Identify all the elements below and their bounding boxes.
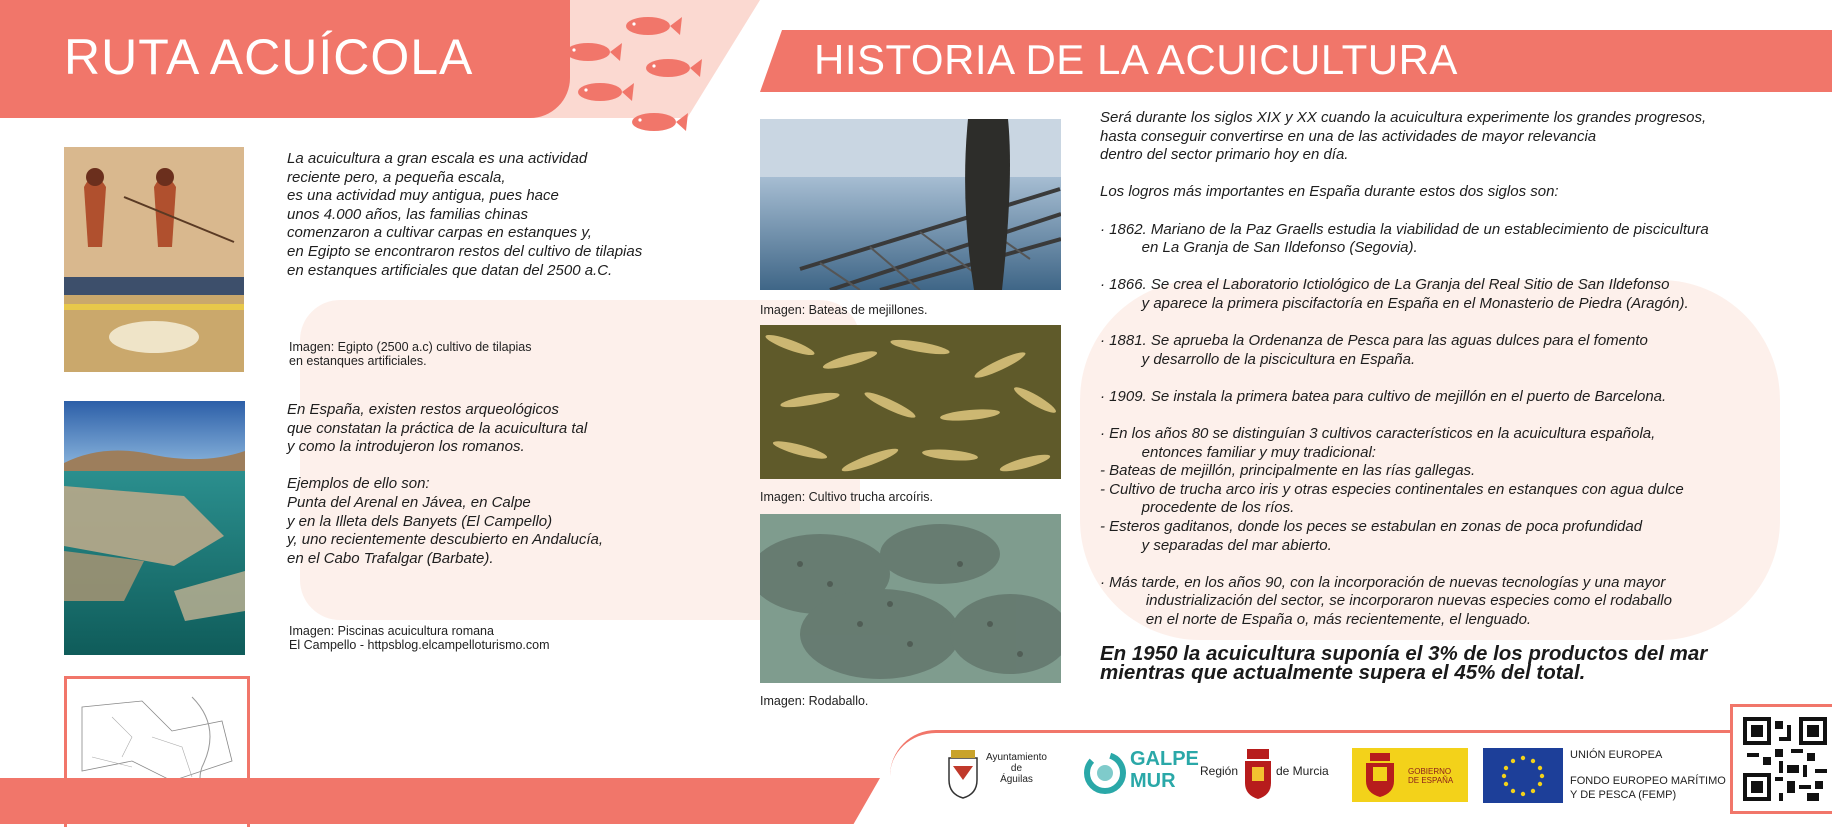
caption-roman-pools: Imagen: Piscinas acuicultura romana El Campello - httpsblog.elcampelloturismo.com	[289, 624, 550, 652]
logo-region-text-a: Región	[1200, 764, 1239, 778]
fish-icon	[626, 17, 682, 35]
murcia-crest-icon	[1243, 749, 1273, 801]
egypt-mural-image	[64, 147, 244, 372]
history-line: · 1881. Se aprueba la Ordenanza de Pesca para las aguas dulces para el fomento	[1100, 332, 1648, 350]
caption-egypt: Imagen: Egipto (2500 a.c) cultivo de tilapias en estanques artificiales.	[289, 340, 532, 368]
text-block-history-origins: La acuicultura a gran escala es una actividad reciente pero, a pequeña escala, es una actividad muy antigua, pues hace unos 4.000 años, las familias chinas comenzaron a cultivar carpas en estanques y, en Egipto se encontraron restos del cultivo de tilapias en estanques artificiales que datan del 2500 a.C.	[287, 150, 643, 279]
history-line: · Más tarde, en los años 90, con la incorporación de nuevas tecnologías y una mayor	[1100, 573, 1666, 591]
logo-eu-title: UNIÓN EUROPEA	[1570, 749, 1663, 761]
history-line: dentro del sector primario hoy en día.	[1100, 146, 1349, 164]
history-line: hasta conseguir convertirse en una de las actividades de mayor relevancia	[1100, 127, 1597, 145]
history-line: · 1866. Se crea el Laboratorio Ictiológico de La Granja del Real Sitio de San Ildefonso	[1100, 276, 1670, 294]
history-line	[1100, 369, 1740, 388]
logo-region-text-b: de Murcia	[1276, 764, 1329, 778]
history-line: Será durante los siglos XIX y XX cuando la acuicultura experimente los grandes progresos,	[1100, 109, 1707, 126]
fish-school-icon	[560, 10, 710, 136]
history-line: procedente de los ríos.	[1100, 499, 1295, 517]
history-line: Los logros más importantes en España durante estos dos siglos son:	[1100, 183, 1559, 201]
history-line	[1100, 258, 1740, 277]
galpe-swirl-icon	[1084, 750, 1126, 796]
text-block-spain-remains: En España, existen restos arqueológicos que constatan la práctica de la acuicultura tal y como la introdujeron los romanos. Ejemplos de ello son: Punta del Arenal en Jávea, en Calpe y en la Illeta dels Banyets (El Campello) y, uno recientemente descubierto en Andalucía, en el Cabo Trafalgar (Barbate).	[287, 401, 604, 567]
qr-frame	[1730, 704, 1832, 814]
history-line: · 1862. Mariano de la Paz Graells estudia la viabilidad de un establecimiento de piscicultura	[1100, 220, 1709, 238]
rainbow-trout-image	[760, 325, 1061, 479]
caption-trout: Imagen: Cultivo trucha arcoíris.	[760, 490, 933, 504]
history-line: en el norte de España o, más recientemente, el lenguado.	[1100, 611, 1532, 629]
logo-aguilas-text: Ayuntamiento de Águilas	[986, 752, 1047, 785]
fish-icon	[646, 59, 702, 77]
history-line	[1100, 202, 1740, 221]
logo-gobierno-text: GOBIERNO DE ESPAÑA	[1408, 767, 1454, 785]
aguilas-shield-icon	[945, 748, 981, 800]
roman-pools-image	[64, 401, 245, 655]
turbot-image	[760, 514, 1061, 683]
qr-code-icon[interactable]	[1743, 717, 1827, 801]
final-statistic: En 1950 la acuicultura suponía el 3% de los productos del mar mientras que actualmente supera el 45% del total.	[1100, 642, 1708, 684]
spain-coat-of-arms-icon	[1362, 753, 1398, 797]
fish-icon	[566, 43, 622, 61]
history-line: · En los años 80 se distinguían 3 cultivos característicos en la acuicultura española,	[1100, 425, 1656, 443]
history-line: en La Granja de San Ildefonso (Segovia).	[1100, 239, 1418, 257]
history-line: - Cultivo de trucha arco iris y otras especies continentales en estanques con agua dulce	[1100, 480, 1684, 498]
fish-icon	[578, 83, 634, 101]
eu-flag-icon	[1483, 748, 1563, 803]
history-line: · 1909. Se instala la primera batea para cultivo de mejillón en el puerto de Barcelona.	[1100, 387, 1667, 405]
history-line: industrialización del sector, se incorporaron nuevas especies como el rodaballo	[1100, 592, 1672, 610]
gobierno-logo-box	[1352, 748, 1468, 802]
logo-eu-fund: FONDO EUROPEO MARÍTIMO Y DE PESCA (FEMP)	[1570, 775, 1726, 801]
fish-icon	[632, 113, 688, 131]
footer-band	[0, 778, 880, 824]
history-line: - Bateas de mejillón, principalmente en las rías gallegas.	[1100, 462, 1476, 480]
page-title-left: RUTA ACUÍCOLA	[64, 29, 474, 85]
history-line	[1100, 314, 1740, 333]
history-line	[1100, 407, 1740, 426]
history-line: - Esteros gaditanos, donde los peces se estabulan en zonas de poca profundidad	[1100, 518, 1643, 536]
history-line: entonces familiar y muy tradicional:	[1100, 443, 1376, 461]
history-line: y desarrollo de la piscicultura en España.	[1100, 350, 1416, 368]
mussel-raft-image	[760, 119, 1061, 290]
history-line	[1100, 165, 1740, 184]
history-text-block	[1100, 109, 1740, 630]
history-line: y aparece la primera piscifactoría en España en el Monasterio de Piedra (Aragón).	[1100, 294, 1689, 312]
caption-mussel-raft: Imagen: Bateas de mejillones.	[760, 303, 928, 317]
history-line: y separadas del mar abierto.	[1100, 536, 1332, 554]
history-line	[1100, 555, 1740, 574]
logo-galpe-text: GALPE MUR	[1130, 748, 1199, 792]
caption-turbot: Imagen: Rodaballo.	[760, 694, 869, 708]
page-title-right: HISTORIA DE LA ACUICULTURA	[814, 36, 1458, 83]
